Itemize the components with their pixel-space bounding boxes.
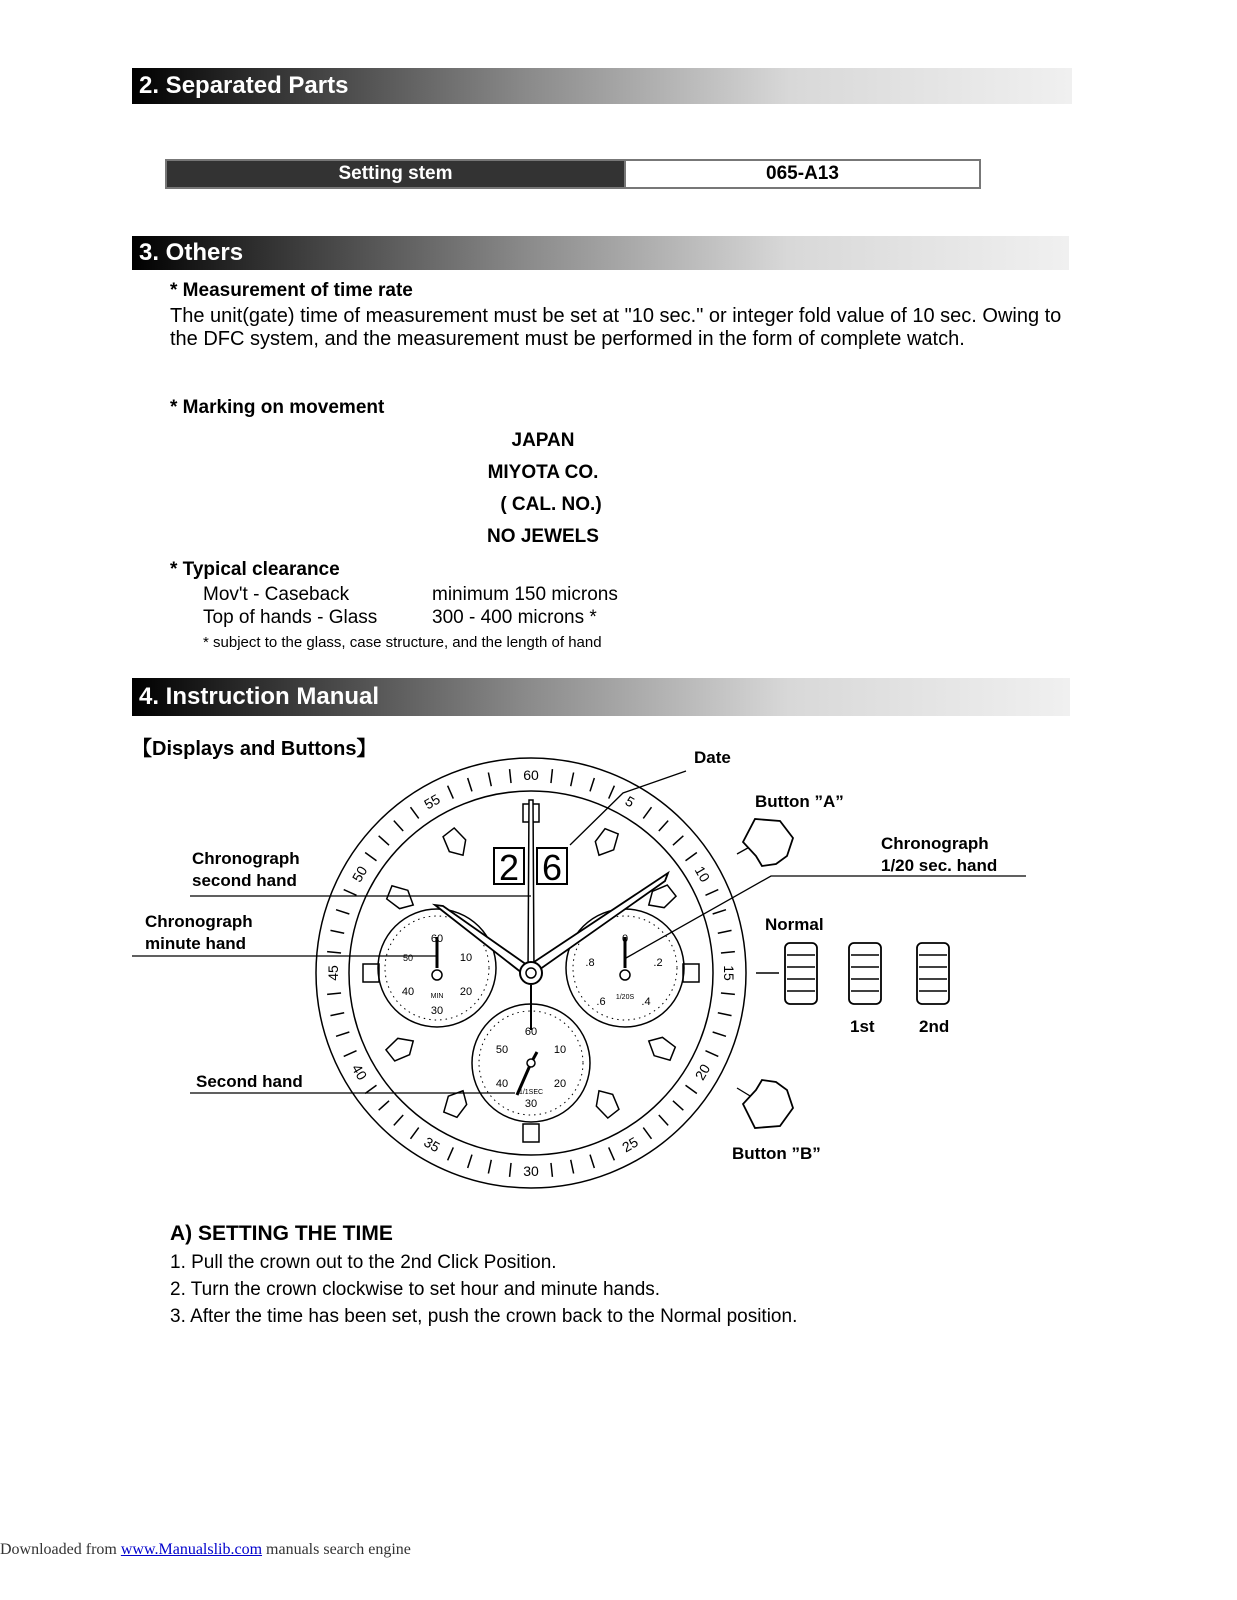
- bezel-tick: [571, 772, 574, 786]
- hour-marker-index: [440, 1086, 471, 1120]
- clearance-label: Top of hands - Glass: [203, 607, 378, 628]
- date-digit-right: 6: [541, 847, 563, 888]
- crown-2nd-icon: [917, 943, 949, 1004]
- label-chrono-1-20-line2: 1/20 sec. hand: [881, 856, 998, 875]
- bezel-tick: [468, 778, 472, 791]
- bezel-tick: [713, 910, 726, 914]
- bezel-tick: [673, 836, 683, 845]
- marking-title: * Marking on movement: [170, 397, 385, 418]
- marking-line: JAPAN: [511, 430, 575, 451]
- bezel-tick: [394, 1115, 403, 1125]
- clearance-value: 300 - 400 microns *: [432, 607, 597, 628]
- bezel-tick: [705, 1051, 718, 1057]
- label-date: Date: [694, 748, 731, 767]
- button-b-shape: [743, 1080, 793, 1128]
- part-code: 065-A13: [626, 161, 979, 187]
- bezel-tick: [643, 1128, 651, 1139]
- diagram-heading: 【Displays and Buttons】: [132, 738, 377, 760]
- bezel-number: 10: [691, 863, 714, 885]
- bezel-tick: [551, 769, 552, 783]
- subdial-minute-number: 20: [459, 986, 473, 998]
- bezel-number: 35: [421, 1133, 443, 1156]
- bezel-tick: [448, 1147, 454, 1160]
- bezel-tick: [551, 1163, 552, 1177]
- bezel-number: 60: [523, 767, 539, 783]
- subdial-second-number: 40: [495, 1078, 509, 1090]
- bezel-tick: [718, 1013, 732, 1016]
- hour-marker-index: [384, 882, 418, 913]
- bezel-number: 20: [691, 1061, 714, 1083]
- setting-time-step: 1. Pull the crown out to the 2nd Click Position.: [170, 1252, 557, 1273]
- hour-marker-index: [440, 826, 471, 860]
- subdial-minute-number: 40: [401, 986, 415, 998]
- bezel-tick: [379, 1101, 389, 1110]
- clearance-note: * subject to the glass, case structure, and the length of hand: [203, 634, 602, 651]
- bezel-tick: [379, 836, 389, 845]
- subdial-20-number: 0: [621, 933, 629, 945]
- bezel-tick: [365, 1085, 376, 1093]
- bezel-tick: [713, 1032, 726, 1036]
- subdial-second-tag: 1/1SEC: [518, 1089, 544, 1096]
- subdial-second-number: 60: [524, 1026, 538, 1038]
- label-chrono-second-line2: second hand: [192, 871, 297, 890]
- bezel-tick: [590, 778, 594, 791]
- bezel-number: 15: [721, 965, 737, 981]
- subdial-minute-number: 50: [402, 953, 414, 963]
- bezel-tick: [468, 1155, 472, 1168]
- footer-suffix: manuals search engine: [262, 1541, 411, 1558]
- watch-diagram: [0, 740, 1237, 1200]
- subdial-minute-tag: MIN: [430, 993, 444, 1000]
- label-second-hand: Second hand: [196, 1072, 303, 1091]
- clearance-title: * Typical clearance: [170, 559, 340, 580]
- part-name: Setting stem: [167, 161, 626, 187]
- label-chrono-minute-line1: Chronograph: [145, 912, 253, 931]
- label-button-b: Button ”B”: [732, 1144, 821, 1163]
- bezel-number: 5: [622, 792, 638, 811]
- label-2nd: 2nd: [919, 1017, 950, 1036]
- bezel-tick: [488, 772, 491, 786]
- subdial-20-number: .6: [596, 996, 606, 1008]
- measurement-line-2: the DFC system, and the measurement must be performed in the form of complete watch.: [170, 328, 965, 350]
- crown-normal-icon: [785, 943, 817, 1004]
- label-1st: 1st: [850, 1017, 875, 1036]
- label-chrono-minute-line2: minute hand: [145, 934, 247, 953]
- setting-time-step: 2. Turn the crown clockwise to set hour and minute hands.: [170, 1279, 661, 1300]
- bezel-tick: [394, 821, 403, 831]
- label-chrono-1-20-line1: Chronograph: [881, 834, 989, 853]
- bezel-tick: [510, 769, 511, 783]
- bezel-tick: [344, 1051, 357, 1057]
- section-title-separated-parts: 2. Separated Parts: [132, 68, 1072, 104]
- subdial-20-tag: 1/20S: [615, 994, 635, 1001]
- bezel-tick: [659, 1115, 668, 1125]
- section-title-others: 3. Others: [132, 236, 1069, 270]
- subdial-second-number: 50: [495, 1044, 509, 1056]
- label-chrono-second-line1: Chronograph: [192, 849, 300, 868]
- subdial-second-number: 10: [553, 1044, 567, 1056]
- footer-link[interactable]: www.Manualslib.com: [120, 1541, 263, 1558]
- bezel-tick: [327, 952, 341, 953]
- bezel-tick: [510, 1163, 511, 1177]
- bezel-tick: [411, 1128, 419, 1139]
- bezel-tick: [705, 890, 718, 896]
- bezel-number: 50: [348, 863, 371, 885]
- bezel-tick: [686, 1085, 697, 1093]
- subdial-minute-number: 30: [430, 1005, 444, 1017]
- bezel-tick: [673, 1101, 683, 1110]
- marking-line: MIYOTA CO.: [487, 462, 599, 483]
- bezel-tick: [590, 1155, 594, 1168]
- setting-time-title: A) SETTING THE TIME: [170, 1222, 393, 1245]
- subdial-20-number: .4: [641, 996, 651, 1008]
- hour-marker-index: [590, 1086, 621, 1120]
- footer-prefix: Downloaded from: [0, 1541, 121, 1558]
- bezel-number: 25: [619, 1133, 641, 1156]
- hour-marker-index: [384, 1032, 418, 1063]
- bezel-tick: [721, 993, 735, 994]
- leader-chrono-1-20: [626, 876, 1026, 958]
- hour-marker-square: [683, 964, 699, 982]
- subdial-second-number: 20: [553, 1078, 567, 1090]
- bezel-number: 40: [348, 1061, 371, 1083]
- bezel-tick: [643, 807, 651, 818]
- crown-1st-icon: [849, 943, 881, 1004]
- bezel-number: 30: [523, 1163, 539, 1179]
- label-normal: Normal: [765, 915, 824, 934]
- bezel-tick: [330, 1013, 344, 1016]
- footer: [0, 1541, 411, 1559]
- marking-line: ( CAL. NO.): [500, 494, 602, 515]
- clearance-value: minimum 150 microns: [432, 584, 618, 605]
- bezel-tick: [718, 930, 732, 933]
- bezel-tick: [571, 1160, 574, 1174]
- bezel-tick: [488, 1160, 491, 1174]
- bezel-tick: [411, 807, 419, 818]
- hour-marker-square: [523, 1124, 539, 1142]
- button-a-shape: [743, 819, 793, 866]
- bezel-tick: [344, 890, 357, 896]
- label-button-a: Button ”A”: [755, 792, 844, 811]
- bezel-tick: [365, 853, 376, 861]
- bezel-tick: [336, 1032, 349, 1036]
- bezel-tick: [327, 993, 341, 994]
- bezel-tick: [330, 930, 344, 933]
- chrono-second-hand: [528, 800, 534, 973]
- hour-marker-square: [363, 964, 379, 982]
- bezel-number: 55: [421, 790, 443, 813]
- subdial-minute-number: 60: [430, 933, 444, 945]
- clearance-label: Mov't - Caseback: [203, 584, 350, 605]
- subdial-minute-number: 10: [459, 952, 473, 964]
- hour-hand: [435, 905, 527, 973]
- bezel-tick: [336, 910, 349, 914]
- bezel-tick: [721, 952, 735, 953]
- bezel-tick: [609, 786, 615, 799]
- bezel-number: 45: [325, 965, 341, 981]
- hour-marker-index: [644, 1032, 678, 1063]
- bezel-tick: [659, 821, 668, 831]
- date-digit-left: 2: [498, 847, 520, 888]
- bezel-tick: [448, 786, 454, 799]
- subdial-second-number: 30: [524, 1098, 538, 1110]
- marking-line: NO JEWELS: [487, 526, 599, 547]
- parts-table: [165, 159, 981, 189]
- measurement-title: * Measurement of time rate: [170, 280, 413, 301]
- measurement-line-1: The unit(gate) time of measurement must be set at "10 sec." or integer fold value of 10 sec. Owing to: [170, 305, 1062, 327]
- hour-marker-index: [590, 826, 621, 860]
- setting-time-step: 3. After the time has been set, push the crown back to the Normal position.: [170, 1306, 798, 1327]
- section-title-instruction-manual: 4. Instruction Manual: [132, 678, 1070, 716]
- subdial-20-number: .2: [653, 957, 663, 969]
- bezel-tick: [609, 1147, 615, 1160]
- bezel-tick: [686, 853, 697, 861]
- subdial-20-number: .8: [585, 957, 595, 969]
